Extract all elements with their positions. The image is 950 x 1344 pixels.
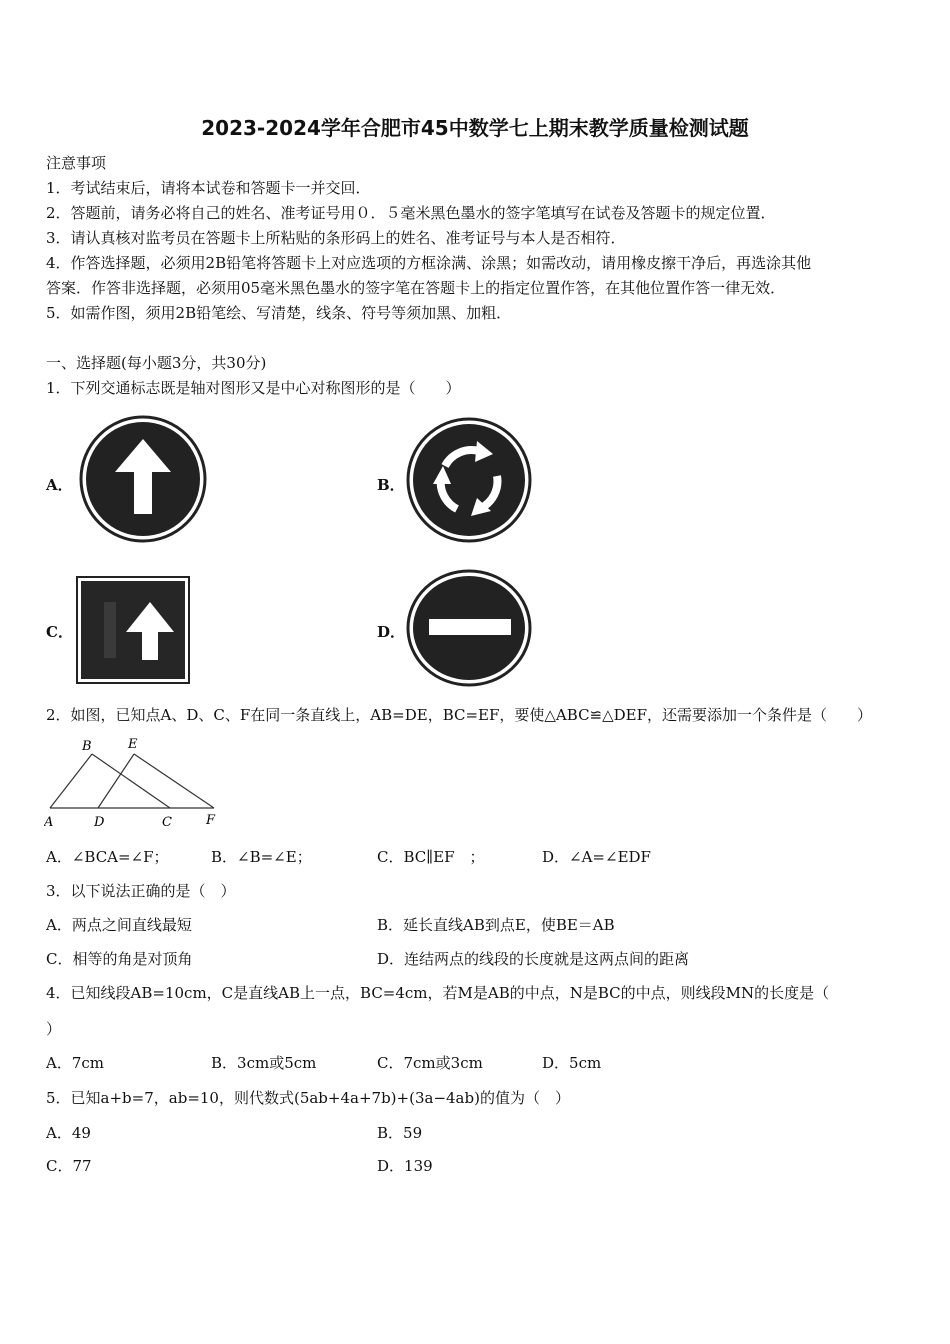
q3-option-d: D．连结两点的线段的长度就是这两点间的距离 — [377, 950, 690, 968]
triangle-figure — [44, 736, 224, 832]
q2-option-a: A．∠BCA=∠F； — [46, 848, 169, 866]
square-arrow-sign-icon — [76, 576, 190, 684]
q1-option-a-label: A． — [46, 476, 73, 494]
figure-line-ef — [134, 754, 214, 808]
straight-arrow-sign-icon — [78, 414, 208, 544]
q3-option-a: A．两点之间直线最短 — [46, 916, 192, 934]
q2-option-b: B．∠B=∠E； — [211, 848, 312, 866]
figure-label-f: F — [206, 813, 216, 828]
section-heading: 一、选择题(每小题3分，共30分) — [46, 354, 267, 372]
notice-item: 1．考试结束后，请将本试卷和答题卡一并交回． — [46, 179, 371, 197]
q5-option-d: D．139 — [377, 1157, 433, 1175]
q1-option-b-label: B． — [377, 476, 405, 494]
page-title: 2023-2024学年合肥市45中数学七上期末教学质量检测试题 — [201, 116, 749, 140]
q3-option-b: B．延长直线AB到点E，使BE＝AB — [377, 916, 615, 934]
q4-option-b: B．3cm或5cm — [211, 1054, 317, 1072]
q4-stem: 4．已知线段AB=10cm，C是直线AB上一点，BC=4cm，若M是AB的中点，N是BC的中点，则线段MN的长度是（ — [46, 984, 830, 1002]
q5-option-a: A．49 — [46, 1124, 91, 1142]
q2-stem: 2．如图，已知点A、D、C、F在同一条直线上，AB=DE，BC=EF，要使△ABC≌△DEF，还需要添加一个条件是（ ） — [46, 706, 873, 724]
q1-option-d-label: D． — [377, 623, 406, 641]
notice-item: 5．如需作图，须用2B铅笔绘、写清楚，线条、符号等须加黑、加粗． — [46, 304, 512, 322]
q5-option-b: B．59 — [377, 1124, 423, 1142]
figure-label-c: C — [162, 815, 172, 830]
figure-label-b: B — [82, 739, 92, 754]
no-entry-sign-icon — [405, 568, 533, 688]
roundabout-sign-icon — [405, 416, 533, 544]
q1-option-c-label: C． — [46, 623, 73, 641]
q4-option-a: A．7cm — [46, 1054, 105, 1072]
figure-label-a: A — [44, 815, 54, 830]
q4-stem-end: ） — [46, 1020, 62, 1038]
figure-label-e: E — [128, 737, 138, 752]
q2-option-c: C．BC∥EF ； — [377, 848, 485, 866]
notice-item: 3．请认真核对监考员在答题卡上所粘贴的条形码上的姓名、准考证号与本人是否相符． — [46, 229, 626, 247]
q4-option-c: C．7cm或3cm — [377, 1054, 483, 1072]
q5-stem: 5．已知a+b=7，ab=10，则代数式(5ab+4a+7b)+(3a−4ab)的值为（ ） — [46, 1089, 570, 1107]
q3-stem: 3．以下说法正确的是（ ） — [46, 882, 236, 900]
q5-option-c: C．77 — [46, 1157, 92, 1175]
notice-item: 2．答题前，请务必将自己的姓名、准考证号用０．５毫米黑色墨水的签字笔填写在试卷及答题卡的规定位置． — [46, 204, 776, 222]
notice-item: 4．作答选择题，必须用2B铅笔将答题卡上对应选项的方框涂满、涂黑；如需改动，请用橡皮擦干净后，再选涂其他 — [46, 254, 812, 272]
q3-option-c: C．相等的角是对顶角 — [46, 950, 193, 968]
figure-line-ab — [50, 754, 92, 808]
figure-label-d: D — [94, 815, 105, 830]
notice-heading: 注意事项 — [46, 154, 107, 172]
q2-option-d: D．∠A=∠EDF — [542, 848, 651, 866]
q4-option-d: D．5cm — [542, 1054, 602, 1072]
q1-stem: 1．下列交通标志既是轴对图形又是中心对称图形的是（ ） — [46, 379, 461, 397]
notice-item: 答案．作答非选择题，必须用05毫米黑色墨水的签字笔在答题卡上的指定位置作答，在其他位置作答一律无效． — [46, 279, 786, 297]
